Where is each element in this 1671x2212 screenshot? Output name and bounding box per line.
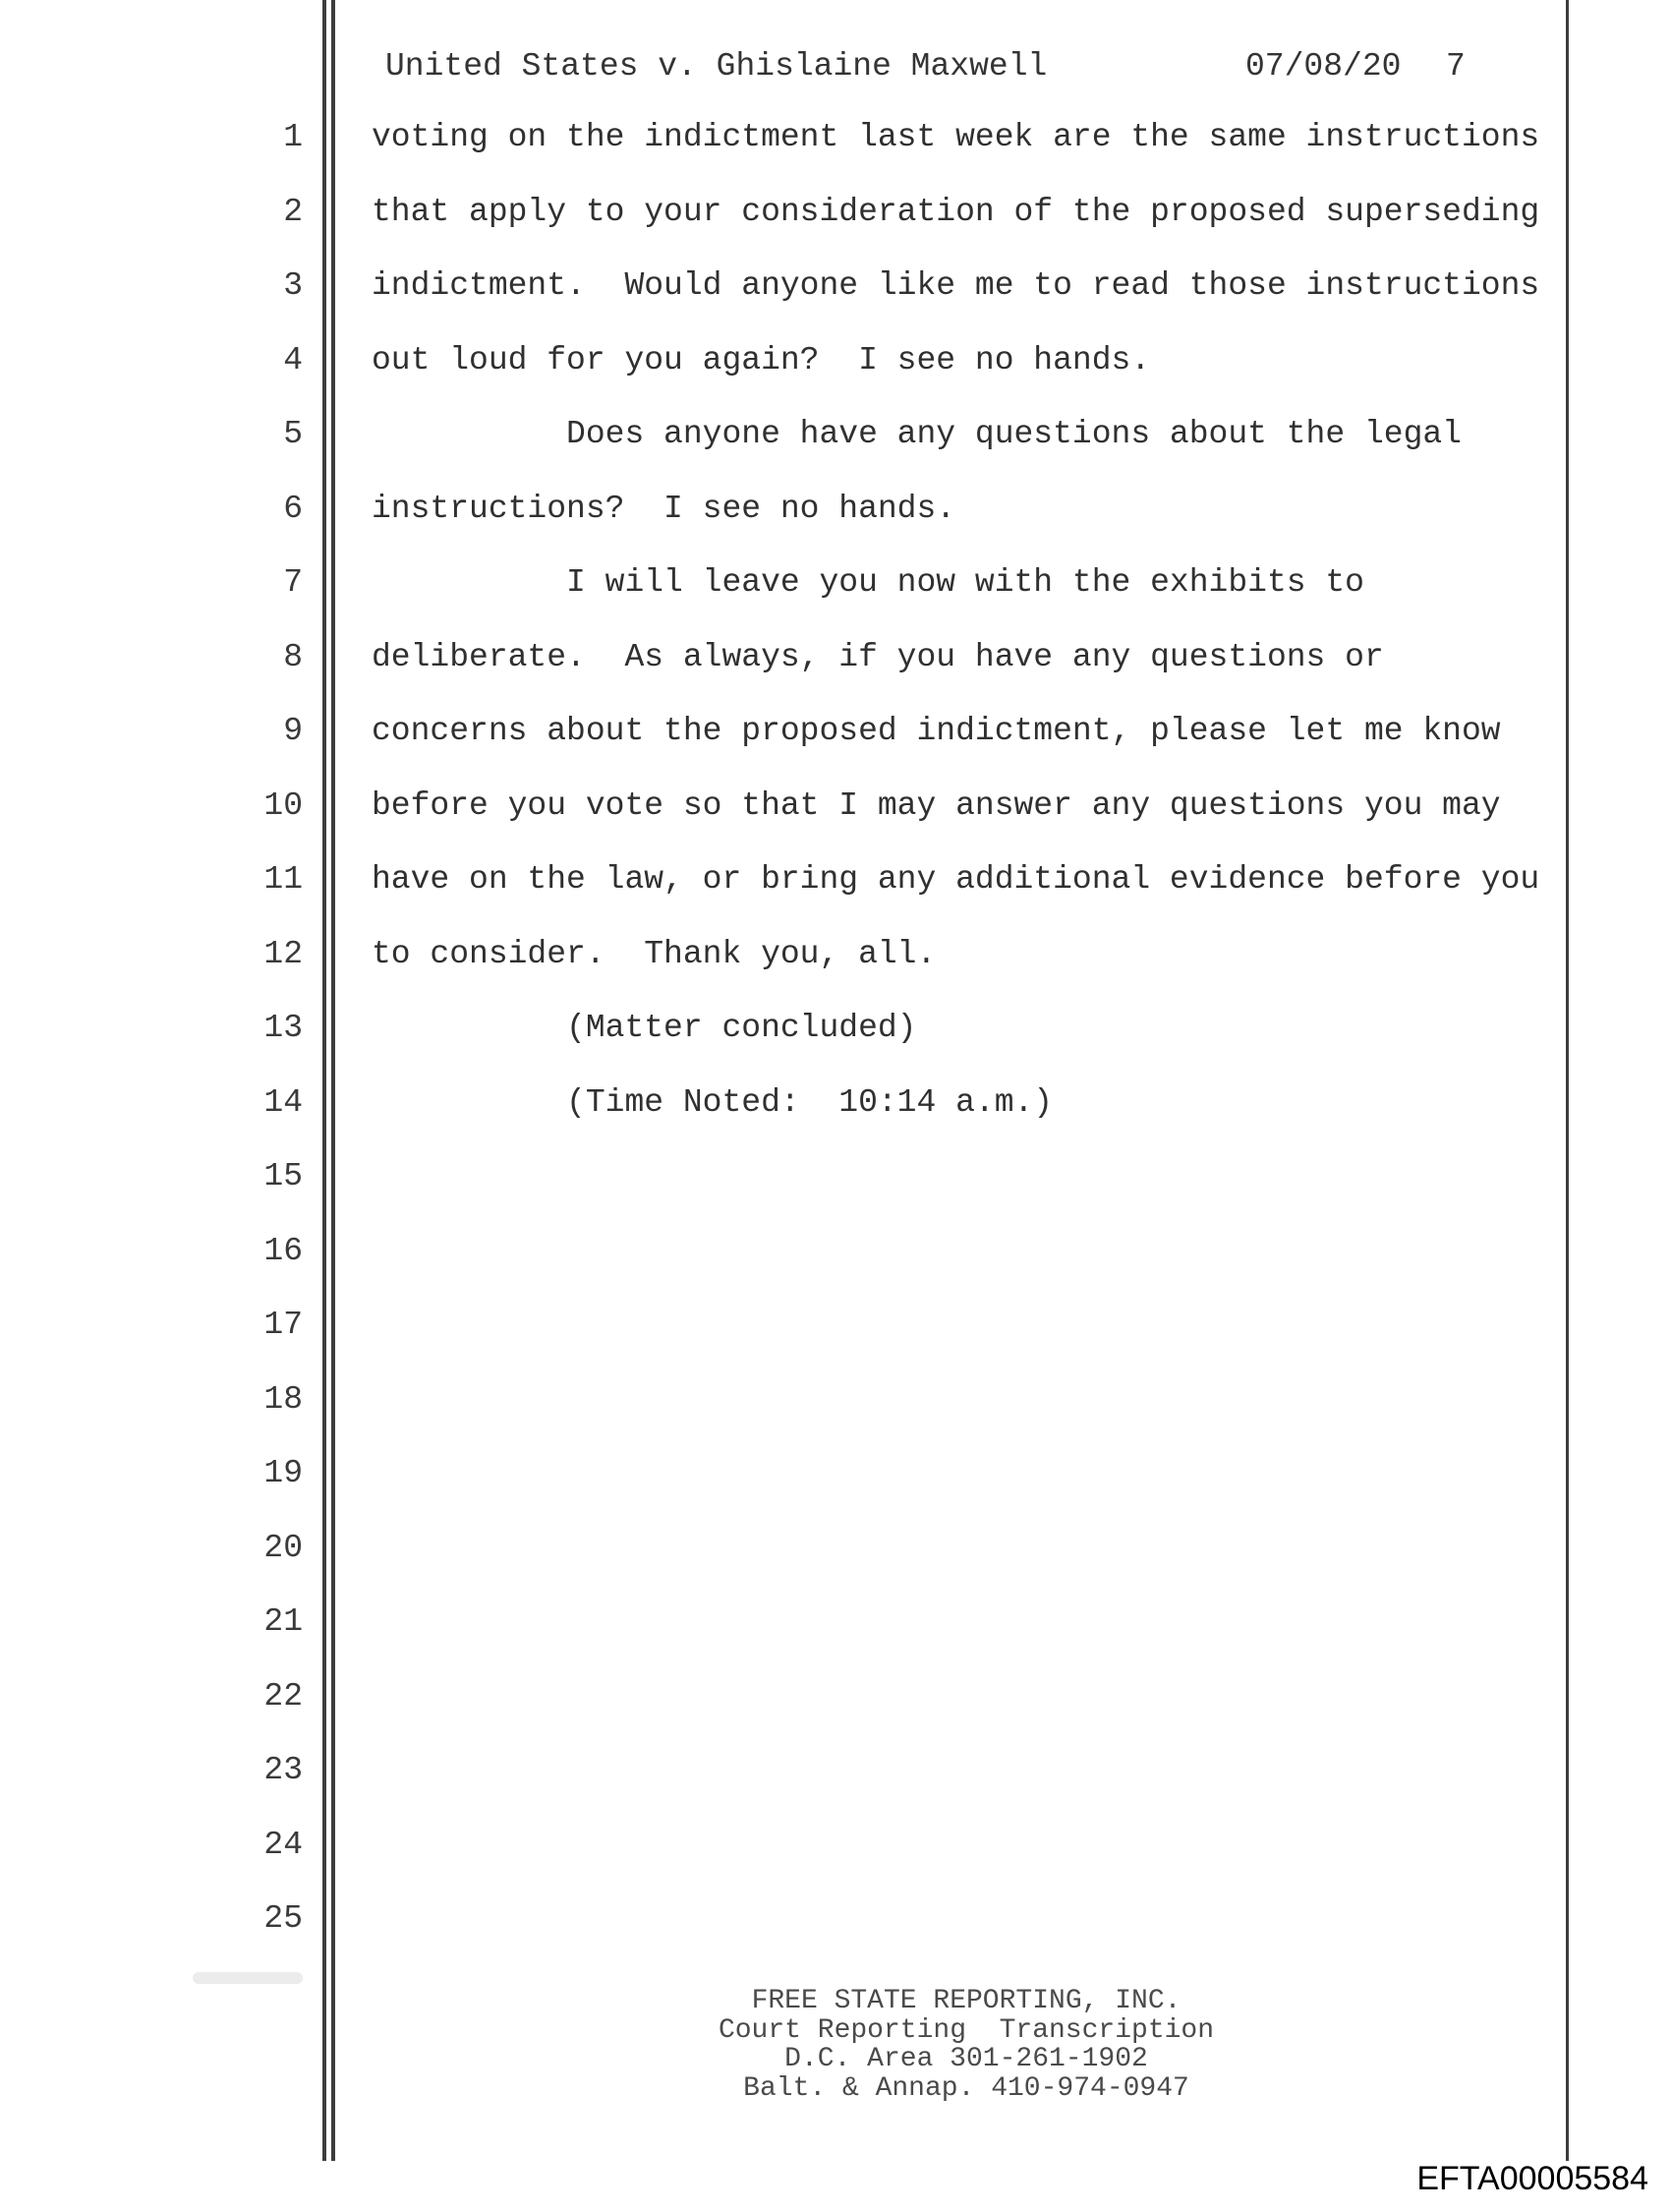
line-text: indictment. Would anyone like me to read those instructions: [372, 267, 1540, 304]
transcript-line: [0, 1232, 1671, 1271]
line-number: 5: [283, 416, 303, 452]
line-text: to consider. Thank you, all.: [372, 935, 937, 972]
line-text: voting on the indictment last week are the same instructions: [372, 119, 1540, 155]
line-text: out loud for you again? I see no hands.: [372, 341, 1151, 378]
header-date: 07/08/20: [1245, 48, 1402, 85]
line-number: 1: [283, 119, 303, 155]
transcript-line: [0, 490, 1671, 529]
line-number: 20: [263, 1529, 303, 1566]
line-text: have on the law, or bring any additional evidence before you: [372, 861, 1540, 898]
footer-line: Court Reporting Transcription: [718, 2014, 1215, 2046]
line-text: instructions? I see no hands.: [372, 490, 956, 527]
line-number: 15: [263, 1158, 303, 1194]
line-text: (Matter concluded): [372, 1010, 917, 1046]
line-number: 3: [283, 267, 303, 304]
line-number: 12: [263, 935, 303, 972]
line-number: 23: [263, 1752, 303, 1788]
transcript-line: [0, 786, 1671, 826]
transcript-line: [0, 1602, 1671, 1642]
line-number: 11: [263, 861, 303, 898]
transcript-line: [0, 193, 1671, 232]
transcript-line: [0, 563, 1671, 603]
line-number: 24: [263, 1826, 303, 1863]
transcript-line: [0, 1083, 1671, 1123]
transcript-line: [0, 1306, 1671, 1345]
footer-line: FREE STATE REPORTING, INC.: [751, 1986, 1181, 2016]
line-number: 4: [283, 341, 303, 378]
reporter-footer: [376, 1987, 1556, 2104]
footer-line: Balt. & Annap. 410-974-0947: [743, 2073, 1189, 2105]
scan-artifact: [193, 1972, 303, 1984]
line-text: deliberate. As always, if you have any questions or: [372, 638, 1384, 675]
transcript-line: [0, 860, 1671, 900]
line-number: 8: [283, 638, 303, 675]
line-text: before you vote so that I may answer any questions you may: [372, 786, 1501, 824]
footer-line: D.C. Area 301-261-1902: [784, 2044, 1148, 2075]
bates-number: EFTA00005584: [1416, 2160, 1648, 2197]
transcript-line: [0, 1157, 1671, 1196]
line-number: 22: [263, 1677, 303, 1715]
line-number: 9: [283, 713, 303, 749]
transcript-line: [0, 1899, 1671, 1939]
line-number: 25: [263, 1900, 303, 1937]
header-page-number: 7: [1446, 48, 1466, 85]
line-number: 10: [263, 786, 303, 824]
case-title: United States v. Ghislaine Maxwell: [385, 48, 1048, 85]
transcript-line: [0, 1826, 1671, 1865]
transcript-line: [0, 415, 1671, 454]
line-number: 2: [283, 193, 303, 230]
transcript-line: [0, 712, 1671, 751]
line-text: I will leave you now with the exhibits to: [372, 564, 1364, 601]
transcript-line: [0, 118, 1671, 157]
line-text: Does anyone have any questions about the legal: [372, 416, 1462, 452]
line-text: concerns about the proposed indictment, please let me know: [372, 713, 1501, 749]
line-number: 7: [283, 564, 303, 601]
line-number: 16: [263, 1232, 303, 1269]
transcript-line: [0, 638, 1671, 677]
transcript-line: [0, 1751, 1671, 1790]
line-text: that apply to your consideration of the proposed superseding: [372, 193, 1540, 230]
transcript-line: [0, 935, 1671, 974]
line-number: 17: [263, 1307, 303, 1343]
line-number: 21: [263, 1603, 303, 1640]
line-number: 18: [263, 1380, 303, 1418]
transcript-line: [0, 1009, 1671, 1048]
transcript-line: [0, 1380, 1671, 1420]
transcript-line: [0, 266, 1671, 306]
line-number: 6: [283, 490, 303, 527]
line-number: 14: [263, 1083, 303, 1121]
transcript-line: [0, 1454, 1671, 1493]
transcript-line: [0, 341, 1671, 380]
transcript-line: [0, 1529, 1671, 1568]
line-text: (Time Noted: 10:14 a.m.): [372, 1083, 1054, 1121]
line-number: 19: [263, 1455, 303, 1491]
line-number: 13: [263, 1010, 303, 1046]
transcript-line: [0, 1677, 1671, 1717]
